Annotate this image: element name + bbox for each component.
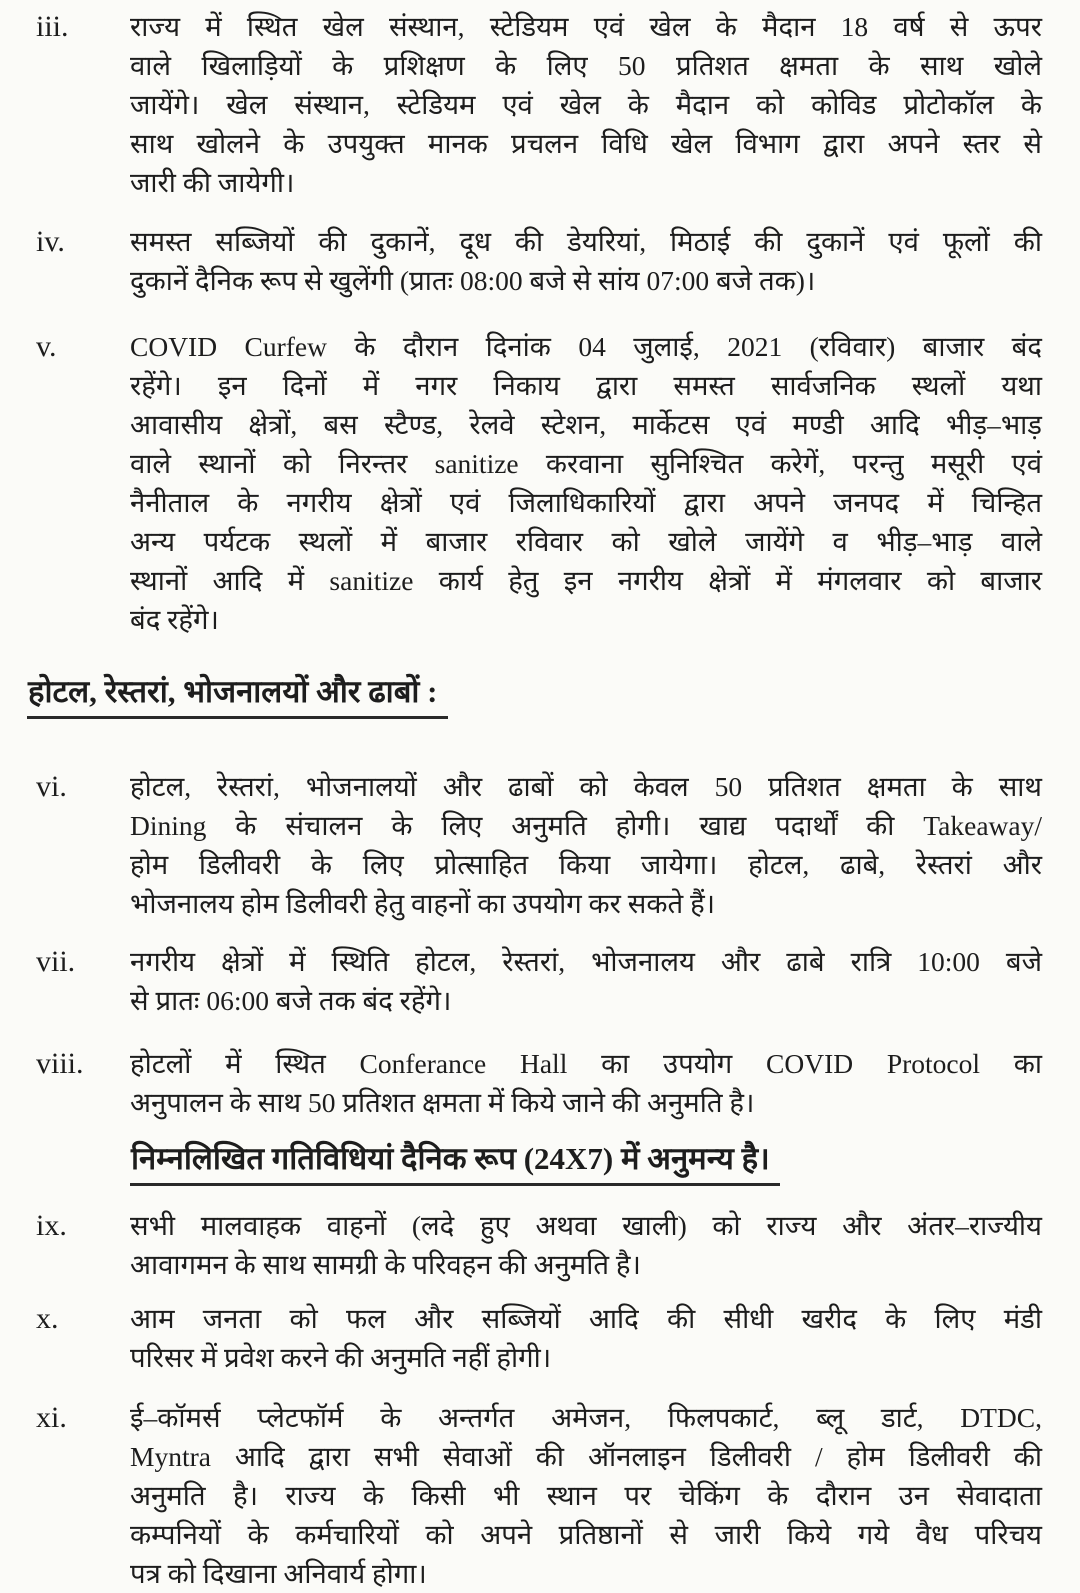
list-item-viii xyxy=(27,1044,1042,1122)
item-text: होटलों में स्थित Conferance Hall का उपयोग COVID Protocol का अनुपालन के साथ 50 प्रतिशत क्षमता में किये जाने की अनुमति है। xyxy=(130,1048,1042,1118)
list-item-iv xyxy=(27,222,1042,300)
item-text: सभी मालवाहक वाहनों (लदे हुए अथवा खाली) को राज्य और अंतर–राज्यीय आवागमन के साथ सामग्री के परिवहन की अनुमति है। xyxy=(130,1210,1042,1280)
list-item-iii xyxy=(27,7,1042,202)
list-item-ix xyxy=(27,1206,1042,1284)
item-text: नगरीय क्षेत्रों में स्थिति होटल, रेस्तरां, भोजनालय और ढाबे रात्रि 10:00 बजे से प्रातः 06:00 बजे तक बंद रहेंगे। xyxy=(130,946,1042,1016)
item-text: COVID Curfew के दौरान दिनांक 04 जुलाई, 2021 (रविवार) बाजार बंद रहेंगे। इन दिनों में नगर निकाय द्वारा समस्त सार्वजनिक स्थलों यथा आवासीय क्षेत्रों, बस स्टैण्ड, रेलवे स्टेशन, मार्केटस एवं मण्डी आदि भीड़–भाड़ वाले स्थानों को निरन्तर sanitize करवाना सुनिश्चित करेगें, परन्तु मसूरी एवं नैनीताल के नगरीय क्षेत्रों एवं जिलाधिकारियों द्वारा अपने जनपद में चिन्हित अन्य पर्यटक स्थलों में बाजार रविवार को खोले जायेंगे व भीड़–भाड़ वाले स्थानों आदि में sanitize कार्य हेतु इन नगरीय क्षेत्रों में मंगलवार को बाजार बंद रहेंगे। xyxy=(130,331,1042,635)
item-numeral: iii. xyxy=(36,10,69,43)
item-numeral: iv. xyxy=(36,225,65,258)
item-numeral: xi. xyxy=(36,1401,67,1434)
item-text: राज्य में स्थित खेल संस्थान, स्टेडियम एवं खेल के मैदान 18 वर्ष से ऊपर वाले खिलाड़ियों के प्रशिक्षण के लिए 50 प्रतिशत क्षमता के साथ खोले जायेंगे। खेल संस्थान, स्टेडियम एवं खेल के मैदान को कोविड प्रोटोकॉल के साथ खोलने के उपयुक्त मानक प्रचलन विधि खेल विभाग द्वारा अपने स्तर से जारी की जायेगी। xyxy=(130,11,1042,198)
item-text: समस्त सब्जियों की दुकानें, दूध की डेयरियां, मिठाई की दुकानें एवं फूलों की दुकानें दैनिक रूप से खुलेंगी (प्रातः 08:00 बजे से सांय 07:00 बजे तक)। xyxy=(130,226,1042,296)
list-item-v xyxy=(27,327,1042,639)
item-numeral: x. xyxy=(36,1302,59,1335)
item-numeral: vii. xyxy=(36,945,76,978)
item-text: होटल, रेस्तरां, भोजनालयों और ढाबों को केवल 50 प्रतिशत क्षमता के साथ Dining के संचालन के लिए अनुमति होगी। खाद्य पदार्थों की Takeaway/ होम डिलीवरी के लिए प्रोत्साहित किया जायेगा। होटल, ढाबे, रेस्तरां और भोजनालय होम डिलीवरी हेतु वाहनों का उपयोग कर सकते हैं। xyxy=(130,771,1042,919)
heading-text: होटल, रेस्तरां, भोजनालयों और ढाबों : xyxy=(27,672,448,719)
list-item-xi xyxy=(27,1398,1042,1593)
list-item-x xyxy=(27,1299,1042,1377)
section-heading-24x7 xyxy=(130,1139,1042,1186)
heading-text: निम्नलिखित गतिविधियां दैनिक रूप (24X7) में अनुमन्य है। xyxy=(130,1139,780,1186)
item-numeral: vi. xyxy=(36,770,67,803)
item-text: ई–कॉमर्स प्लेटफॉर्म के अन्तर्गत अमेजन, फिलपकार्ट, ब्लू डार्ट, DTDC, Myntra आदि द्वारा सभी सेवाओं की ऑनलाइन डिलीवरी / होम डिलीवरी की अनुमति है। राज्य के किसी भी स्थान पर चेकिंग के दौरान उन सेवादाता कम्पनियों के कर्मचारियों को अपने प्रतिष्ठानों से जारी किये गये वैध परिचय पत्र को दिखाना अनिवार्य होगा। xyxy=(130,1402,1042,1589)
section-heading-hotels xyxy=(27,672,1042,719)
list-item-vii xyxy=(27,942,1042,1020)
item-text: आम जनता को फल और सब्जियों आदि की सीधी खरीद के लिए मंडी परिसर में प्रवेश करने की अनुमति नहीं होगी। xyxy=(130,1303,1042,1373)
item-numeral: v. xyxy=(36,330,57,363)
item-numeral: ix. xyxy=(36,1209,67,1242)
item-numeral: viii. xyxy=(36,1047,84,1080)
list-item-vi xyxy=(27,767,1042,923)
